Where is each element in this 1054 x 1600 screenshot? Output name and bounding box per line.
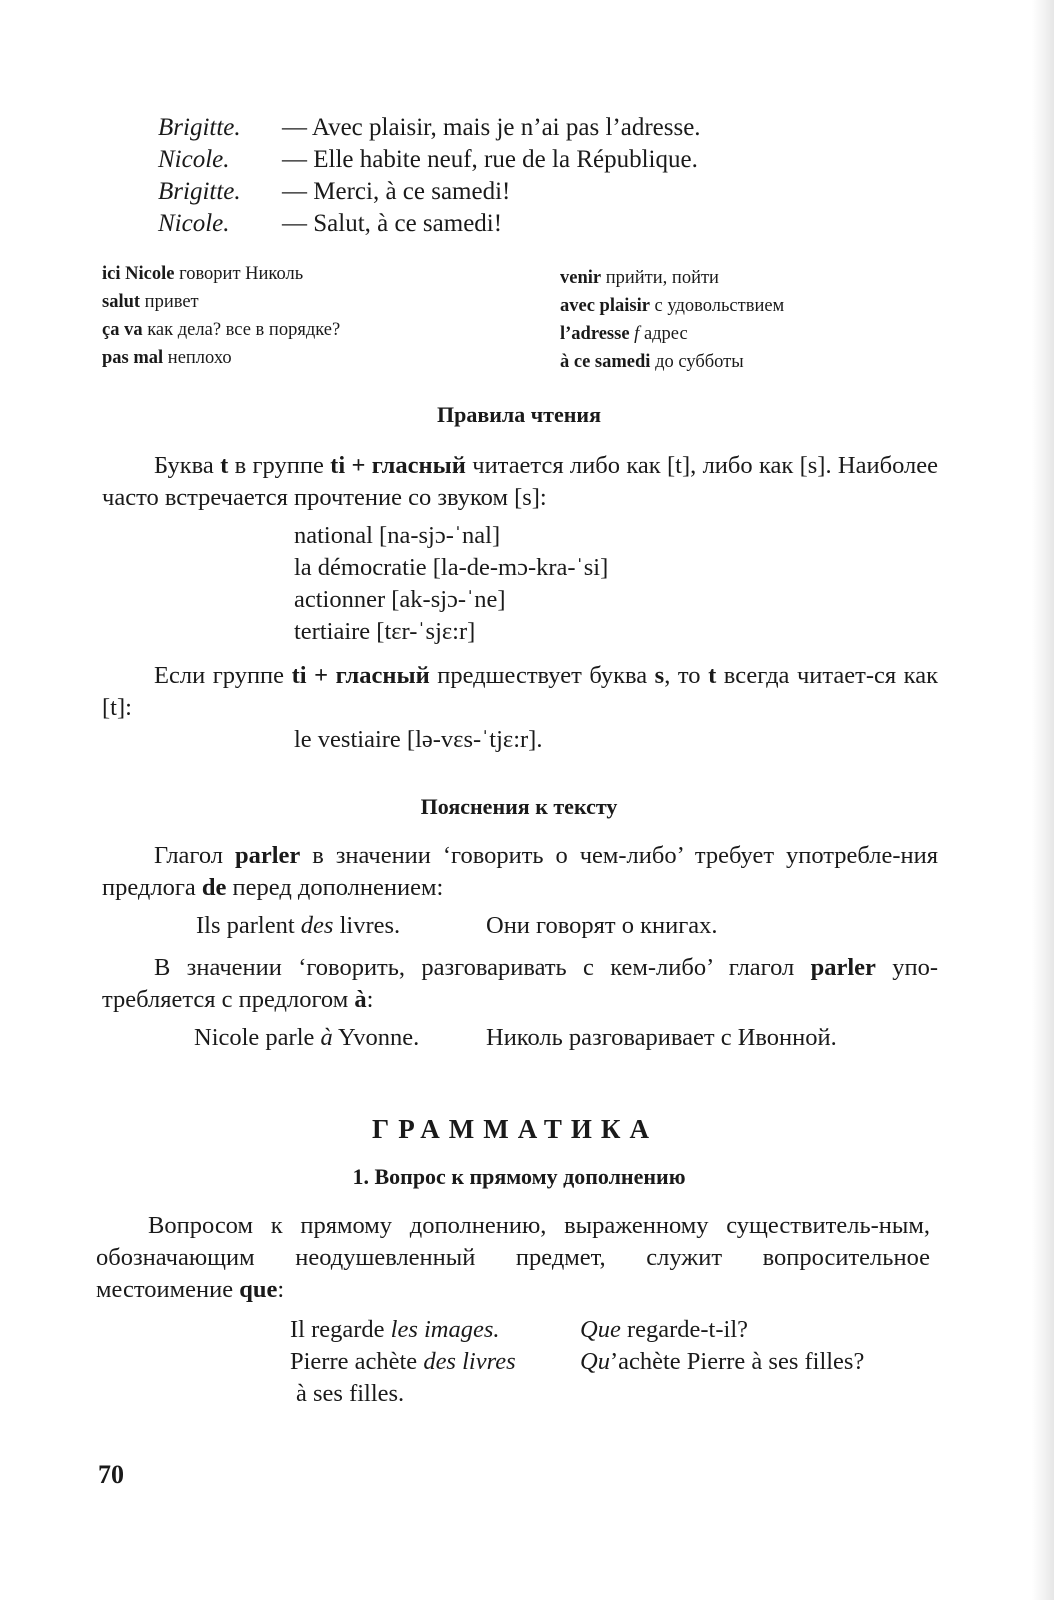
vocab-term: venir bbox=[560, 268, 602, 288]
reading-rules-paragraph-2 bbox=[102, 660, 938, 724]
grammar-paragraph bbox=[96, 1210, 930, 1306]
text: упо-требляется с предлогом bbox=[102, 954, 938, 1013]
text: , то bbox=[664, 662, 709, 689]
italic-text: à bbox=[320, 1024, 333, 1051]
bold-text: ti + гласный bbox=[291, 662, 430, 689]
line-text: — Salut, à ce samedi! bbox=[282, 210, 503, 237]
vocab-term: salut bbox=[102, 292, 141, 312]
vocab-gloss: прийти, пойти bbox=[601, 268, 719, 288]
text: livres. bbox=[333, 912, 401, 939]
vocab-entry bbox=[102, 288, 340, 316]
dialogue-line bbox=[158, 208, 701, 240]
vocab-gloss: с удовольствием bbox=[649, 296, 785, 316]
vocab-entry bbox=[102, 260, 340, 288]
section-heading-notes: Пояснения к тексту bbox=[420, 794, 618, 819]
text: Nicole parle bbox=[194, 1024, 321, 1051]
question-example-question bbox=[580, 1346, 864, 1378]
page-edge-shadow bbox=[1032, 0, 1054, 1600]
vocabulary-left bbox=[102, 260, 340, 372]
vocab-gloss: как дела? все в порядке? bbox=[142, 320, 341, 340]
question-example-statement bbox=[290, 1346, 516, 1378]
bold-text: ti + гласный bbox=[330, 452, 466, 479]
text: ’achète Pierre à ses filles? bbox=[609, 1348, 865, 1375]
notes-paragraph-1 bbox=[102, 840, 938, 904]
text: : bbox=[277, 1276, 285, 1303]
text: Глагол bbox=[154, 842, 235, 869]
example-french bbox=[194, 1022, 419, 1054]
vocabulary-right bbox=[560, 264, 784, 376]
vocab-term: pas mal bbox=[102, 348, 164, 368]
subsection-heading: 1. Вопрос к прямому дополнению bbox=[352, 1164, 686, 1189]
vocab-term: avec plaisir bbox=[560, 296, 650, 316]
vocab-term: ça va bbox=[102, 320, 143, 340]
bold-text: t bbox=[708, 662, 717, 689]
question-example-question bbox=[580, 1314, 748, 1346]
text: предшествует буква bbox=[429, 662, 655, 689]
italic-text: Que bbox=[580, 1316, 621, 1343]
bold-text: de bbox=[201, 874, 227, 901]
text: Yvonne. bbox=[332, 1024, 420, 1051]
example-french bbox=[196, 910, 400, 942]
example-vestiaire: le vestiaire [lə-vɛs-ˈtjɛ:r]. bbox=[294, 726, 543, 753]
vocab-gloss: говорит Николь bbox=[174, 264, 304, 284]
example-line: la démocratie [la-de-mɔ-kra-ˈsi] bbox=[294, 554, 609, 581]
dialogue-line bbox=[158, 176, 701, 208]
speaker: Brigitte. bbox=[158, 178, 241, 205]
text: читается либо как [t], либо как [s]. Наиболее часто встречается прочтение со звуком [s]: bbox=[102, 452, 938, 511]
chapter-heading-grammar: ГРАММАТИКА bbox=[372, 1114, 658, 1144]
example-russian: Николь разговаривает с Ивонной. bbox=[486, 1024, 837, 1051]
text: Если группе bbox=[154, 662, 292, 689]
italic-text: des livres bbox=[423, 1348, 516, 1375]
vocab-term: l’adresse bbox=[560, 324, 630, 344]
text: в группе bbox=[228, 452, 331, 479]
line-text: — Elle habite neuf, rue de la République. bbox=[282, 146, 698, 173]
text: Pierre achète bbox=[290, 1348, 424, 1375]
dialogue bbox=[158, 112, 701, 240]
example-line: national [na-sjɔ-ˈnal] bbox=[294, 522, 501, 549]
text: В значении ‘говорить, разговаривать с кем-либо’ глагол bbox=[154, 954, 811, 981]
bold-text: s bbox=[654, 662, 665, 689]
text: Вопросом к прямому дополнению, выраженному существитель-ным, обозначающим неодушевленный предмет, служит вопросительное местоимение bbox=[96, 1212, 930, 1303]
bold-text: à bbox=[354, 986, 367, 1013]
vocab-entry bbox=[560, 348, 784, 376]
text: regarde-t-il? bbox=[620, 1316, 749, 1343]
page-number: 70 bbox=[98, 1460, 124, 1489]
bold-text: que bbox=[239, 1276, 278, 1303]
vocab-gloss: привет bbox=[140, 292, 199, 312]
vocab-entry bbox=[560, 264, 784, 292]
text: перед дополнением: bbox=[226, 874, 444, 901]
question-example-continuation: à ses filles. bbox=[296, 1380, 405, 1407]
dialogue-line bbox=[158, 144, 701, 176]
vocab-entry bbox=[560, 320, 784, 348]
vocab-gloss: адрес bbox=[639, 324, 688, 344]
line-text: — Merci, à ce samedi! bbox=[282, 178, 511, 205]
text: всегда читает-ся как [t]: bbox=[102, 662, 938, 721]
notes-paragraph-2 bbox=[102, 952, 938, 1016]
bold-text: t bbox=[220, 452, 229, 479]
vocab-entry bbox=[102, 316, 340, 344]
dialogue-line bbox=[158, 112, 701, 144]
speaker: Nicole. bbox=[158, 210, 230, 237]
section-heading-reading-rules: Правила чтения bbox=[437, 402, 601, 427]
speaker: Nicole. bbox=[158, 146, 230, 173]
pronunciation-examples bbox=[294, 520, 608, 648]
example-russian: Они говорят о книгах. bbox=[486, 912, 718, 939]
vocab-entry bbox=[102, 344, 340, 372]
vocab-gloss: до субботы bbox=[650, 352, 744, 372]
text: в значении ‘говорить о чем-либо’ требует употребле-ния предлога bbox=[102, 842, 939, 901]
speaker: Brigitte. bbox=[158, 114, 241, 141]
vocab-term: à ce samedi bbox=[560, 352, 651, 372]
example-line: tertiaire [tɛr-ˈsjɛ:r] bbox=[294, 618, 476, 645]
italic-text: les images. bbox=[390, 1316, 500, 1343]
gender-mark: f bbox=[629, 324, 640, 344]
text: Ils parlent bbox=[196, 912, 301, 939]
bold-text: parler bbox=[810, 954, 876, 981]
text: : bbox=[366, 986, 374, 1013]
text: Il regarde bbox=[290, 1316, 391, 1343]
question-example-statement bbox=[290, 1314, 500, 1346]
italic-text: Qu bbox=[580, 1348, 610, 1375]
line-text: — Avec plaisir, mais je n’ai pas l’adresse. bbox=[282, 114, 701, 141]
italic-text: des bbox=[300, 912, 334, 939]
bold-text: parler bbox=[234, 842, 301, 869]
reading-rules-paragraph-1 bbox=[102, 450, 938, 514]
vocab-entry bbox=[560, 292, 784, 320]
vocab-gloss: неплохо bbox=[163, 348, 232, 368]
example-line: actionner [ak-sjɔ-ˈne] bbox=[294, 586, 506, 613]
vocab-term: ici Nicole bbox=[102, 264, 175, 284]
text: Буква bbox=[154, 452, 221, 479]
